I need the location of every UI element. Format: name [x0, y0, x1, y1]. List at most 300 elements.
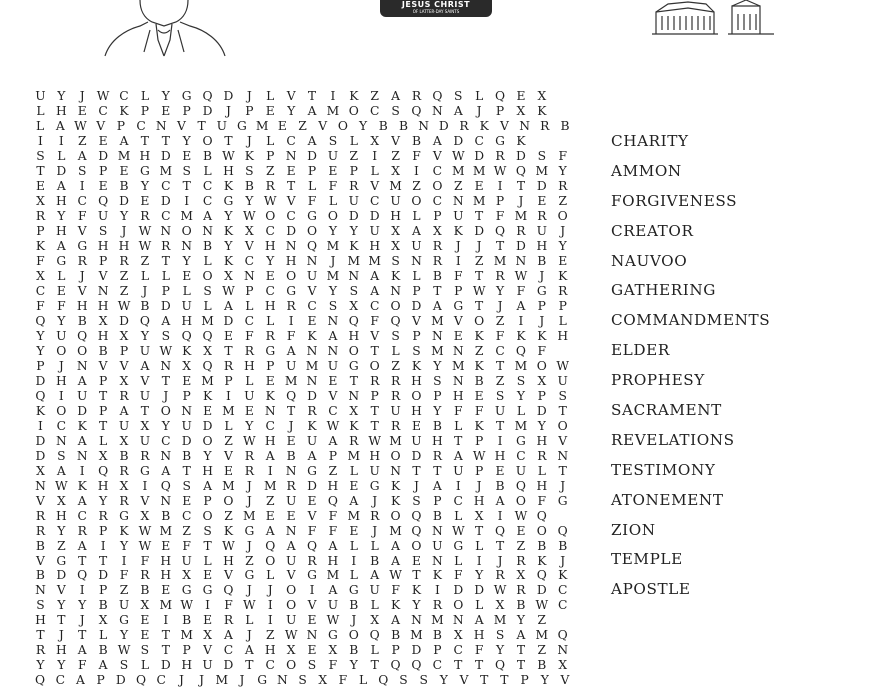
grid-letter[interactable]: S: [433, 373, 442, 388]
grid-letter[interactable]: O: [348, 628, 359, 643]
grid-letter[interactable]: P: [161, 284, 170, 299]
grid-letter[interactable]: E: [265, 373, 275, 388]
grid-letter[interactable]: M: [493, 613, 507, 628]
grid-letter[interactable]: T: [475, 269, 484, 284]
grid-letter[interactable]: O: [286, 598, 297, 613]
grid-letter[interactable]: N: [306, 373, 318, 388]
grid-letter[interactable]: P: [558, 299, 567, 314]
grid-letter[interactable]: T: [57, 613, 66, 628]
grid-letter[interactable]: Q: [306, 239, 318, 254]
grid-letter[interactable]: H: [223, 553, 234, 568]
grid-letter[interactable]: F: [495, 209, 505, 224]
grid-letter[interactable]: M: [389, 179, 402, 194]
grid-letter[interactable]: N: [76, 358, 88, 373]
grid-letter[interactable]: O: [181, 224, 192, 239]
grid-letter[interactable]: Y: [57, 598, 66, 613]
grid-letter[interactable]: Y: [182, 134, 191, 149]
grid-letter[interactable]: Z: [370, 89, 379, 104]
grid-letter[interactable]: U: [390, 403, 401, 418]
grid-letter[interactable]: D: [56, 568, 67, 583]
grid-letter[interactable]: S: [57, 448, 66, 463]
grid-letter[interactable]: D: [536, 179, 547, 194]
grid-letter[interactable]: V: [286, 194, 296, 209]
grid-letter[interactable]: C: [328, 403, 338, 418]
grid-letter[interactable]: E: [411, 553, 421, 568]
grid-letter[interactable]: K: [479, 119, 489, 134]
grid-letter[interactable]: E: [182, 493, 192, 508]
grid-letter[interactable]: P: [495, 194, 505, 209]
grid-letter[interactable]: A: [495, 493, 505, 508]
grid-letter[interactable]: C: [369, 104, 380, 119]
grid-letter[interactable]: J: [539, 269, 545, 284]
grid-letter[interactable]: V: [307, 598, 317, 613]
grid-letter[interactable]: F: [328, 508, 338, 523]
grid-letter[interactable]: A: [77, 538, 87, 553]
grid-letter[interactable]: K: [202, 388, 213, 403]
grid-letter[interactable]: M: [431, 314, 444, 329]
grid-letter[interactable]: J: [246, 134, 252, 149]
grid-letter[interactable]: J: [79, 89, 85, 104]
grid-letter[interactable]: K: [223, 224, 234, 239]
grid-letter[interactable]: Q: [515, 164, 526, 179]
grid-letter[interactable]: H: [181, 658, 193, 673]
grid-letter[interactable]: D: [115, 673, 126, 688]
grid-letter[interactable]: Z: [140, 254, 150, 269]
grid-letter[interactable]: N: [557, 448, 569, 463]
grid-letter[interactable]: E: [411, 418, 421, 433]
grid-letter[interactable]: L: [99, 628, 108, 643]
grid-letter[interactable]: H: [264, 239, 276, 254]
grid-letter[interactable]: M: [180, 628, 193, 643]
grid-letter[interactable]: M: [368, 254, 381, 269]
grid-letter[interactable]: S: [537, 149, 547, 164]
grid-letter[interactable]: S: [454, 89, 463, 104]
grid-letter[interactable]: F: [391, 583, 400, 598]
grid-letter[interactable]: C: [286, 134, 296, 149]
grid-letter[interactable]: Y: [516, 388, 525, 403]
grid-letter[interactable]: E: [286, 508, 296, 523]
grid-letter[interactable]: K: [35, 403, 46, 418]
grid-letter[interactable]: U: [327, 598, 339, 613]
grid-letter[interactable]: R: [119, 254, 129, 269]
grid-letter[interactable]: X: [98, 448, 108, 463]
grid-letter[interactable]: W: [493, 164, 507, 179]
grid-letter[interactable]: V: [560, 673, 570, 688]
grid-letter[interactable]: F: [453, 403, 463, 418]
grid-letter[interactable]: J: [476, 104, 482, 119]
grid-letter[interactable]: R: [516, 583, 526, 598]
grid-letter[interactable]: L: [203, 553, 212, 568]
grid-letter[interactable]: Q: [35, 388, 46, 403]
grid-letter[interactable]: U: [369, 583, 380, 598]
grid-letter[interactable]: R: [370, 508, 380, 523]
grid-letter[interactable]: A: [55, 119, 65, 134]
grid-letter[interactable]: G: [516, 433, 526, 448]
grid-letter[interactable]: A: [56, 179, 66, 194]
grid-letter[interactable]: W: [222, 149, 235, 164]
grid-letter[interactable]: L: [266, 89, 275, 104]
grid-letter[interactable]: N: [285, 239, 297, 254]
grid-letter[interactable]: A: [391, 538, 401, 553]
grid-letter[interactable]: C: [453, 493, 463, 508]
grid-letter[interactable]: H: [285, 254, 297, 269]
grid-letter[interactable]: T: [370, 343, 379, 358]
grid-letter[interactable]: U: [77, 388, 88, 403]
grid-letter[interactable]: E: [286, 164, 296, 179]
grid-letter[interactable]: Q: [35, 673, 46, 688]
grid-letter[interactable]: Z: [391, 358, 400, 373]
grid-letter[interactable]: S: [78, 164, 87, 179]
grid-letter[interactable]: Y: [433, 358, 442, 373]
grid-letter[interactable]: I: [226, 388, 231, 403]
grid-letter[interactable]: C: [202, 194, 213, 209]
grid-letter[interactable]: D: [119, 314, 129, 329]
grid-letter[interactable]: H: [536, 239, 548, 254]
grid-letter[interactable]: G: [257, 673, 268, 688]
grid-letter[interactable]: D: [307, 388, 317, 403]
grid-letter[interactable]: E: [265, 269, 275, 284]
grid-letter[interactable]: H: [76, 299, 88, 314]
grid-letter[interactable]: B: [182, 613, 192, 628]
grid-letter[interactable]: N: [55, 433, 67, 448]
grid-letter[interactable]: B: [35, 568, 45, 583]
grid-letter[interactable]: A: [307, 448, 317, 463]
grid-letter[interactable]: V: [176, 119, 186, 134]
grid-letter[interactable]: L: [266, 134, 275, 149]
grid-letter[interactable]: W: [243, 209, 256, 224]
grid-letter[interactable]: G: [307, 568, 317, 583]
grid-letter[interactable]: R: [77, 254, 87, 269]
grid-letter[interactable]: W: [368, 433, 382, 448]
grid-letter[interactable]: D: [453, 134, 464, 149]
grid-letter[interactable]: R: [35, 508, 46, 523]
grid-letter[interactable]: T: [161, 373, 170, 388]
grid-letter[interactable]: H: [557, 328, 569, 343]
grid-letter[interactable]: A: [370, 269, 380, 284]
grid-letter[interactable]: Q: [536, 568, 547, 583]
grid-letter[interactable]: E: [328, 164, 338, 179]
grid-letter[interactable]: U: [285, 358, 297, 373]
grid-letter[interactable]: B: [411, 134, 421, 149]
grid-letter[interactable]: T: [161, 254, 170, 269]
grid-letter[interactable]: I: [476, 553, 482, 568]
grid-letter[interactable]: R: [265, 328, 275, 343]
grid-letter[interactable]: F: [328, 658, 338, 673]
grid-letter[interactable]: Y: [140, 179, 149, 194]
grid-letter[interactable]: I: [205, 598, 210, 613]
grid-letter[interactable]: X: [36, 269, 45, 284]
grid-letter[interactable]: I: [288, 314, 294, 329]
grid-letter[interactable]: A: [516, 299, 526, 314]
grid-letter[interactable]: O: [202, 433, 213, 448]
grid-letter[interactable]: X: [370, 613, 380, 628]
grid-letter[interactable]: S: [391, 104, 400, 119]
grid-letter[interactable]: H: [327, 478, 339, 493]
grid-letter[interactable]: D: [98, 568, 109, 583]
grid-letter[interactable]: G: [139, 463, 150, 478]
grid-letter[interactable]: I: [38, 418, 43, 433]
grid-letter[interactable]: B: [537, 538, 547, 553]
grid-letter[interactable]: Y: [287, 104, 296, 119]
grid-letter[interactable]: V: [36, 493, 45, 508]
grid-letter[interactable]: R: [516, 224, 526, 239]
grid-letter[interactable]: N: [76, 448, 88, 463]
grid-letter[interactable]: B: [391, 628, 401, 643]
grid-letter[interactable]: G: [244, 523, 255, 538]
grid-letter[interactable]: N: [306, 628, 318, 643]
grid-letter[interactable]: S: [391, 328, 400, 343]
grid-letter[interactable]: R: [537, 448, 547, 463]
grid-letter[interactable]: R: [286, 478, 296, 493]
grid-letter[interactable]: Q: [77, 328, 88, 343]
grid-letter[interactable]: G: [119, 508, 129, 523]
grid-letter[interactable]: P: [98, 583, 108, 598]
grid-letter[interactable]: X: [224, 269, 233, 284]
grid-letter[interactable]: O: [411, 194, 422, 209]
grid-letter[interactable]: J: [246, 493, 252, 508]
grid-letter[interactable]: E: [140, 628, 150, 643]
grid-letter[interactable]: O: [327, 209, 338, 224]
grid-letter[interactable]: M: [472, 164, 486, 179]
grid-letter[interactable]: X: [119, 433, 129, 448]
grid-letter[interactable]: R: [119, 463, 129, 478]
grid-letter[interactable]: M: [159, 598, 173, 613]
grid-letter[interactable]: A: [370, 568, 380, 583]
grid-letter[interactable]: C: [265, 418, 275, 433]
grid-letter[interactable]: R: [244, 343, 254, 358]
grid-letter[interactable]: E: [558, 254, 568, 269]
grid-letter[interactable]: N: [160, 493, 172, 508]
grid-letter[interactable]: I: [497, 508, 503, 523]
grid-letter[interactable]: D: [202, 418, 213, 433]
grid-letter[interactable]: T: [99, 553, 108, 568]
grid-letter[interactable]: E: [98, 134, 108, 149]
grid-letter[interactable]: H: [411, 373, 422, 388]
grid-letter[interactable]: Y: [140, 328, 149, 343]
grid-letter[interactable]: O: [286, 658, 297, 673]
grid-letter[interactable]: P: [98, 164, 108, 179]
grid-letter[interactable]: U: [216, 119, 227, 134]
grid-letter[interactable]: T: [475, 523, 484, 538]
grid-letter[interactable]: B: [370, 553, 380, 568]
grid-letter[interactable]: A: [224, 628, 233, 643]
grid-letter[interactable]: Y: [36, 328, 45, 343]
grid-letter[interactable]: L: [349, 463, 358, 478]
grid-letter[interactable]: Q: [411, 104, 422, 119]
grid-letter[interactable]: N: [452, 613, 464, 628]
grid-letter[interactable]: P: [412, 328, 421, 343]
grid-letter[interactable]: E: [203, 403, 213, 418]
grid-letter[interactable]: P: [475, 463, 484, 478]
grid-letter[interactable]: S: [412, 343, 421, 358]
grid-letter[interactable]: H: [536, 433, 548, 448]
grid-letter[interactable]: L: [140, 658, 149, 673]
grid-letter[interactable]: U: [202, 658, 213, 673]
grid-letter[interactable]: Y: [57, 89, 66, 104]
grid-letter[interactable]: U: [536, 224, 547, 239]
grid-letter[interactable]: Y: [328, 284, 337, 299]
grid-letter[interactable]: R: [516, 553, 526, 568]
grid-letter[interactable]: Y: [495, 643, 505, 658]
grid-letter[interactable]: X: [182, 568, 192, 583]
grid-letter[interactable]: V: [328, 388, 338, 403]
grid-letter[interactable]: J: [79, 269, 85, 284]
grid-letter[interactable]: P: [245, 284, 254, 299]
grid-letter[interactable]: W: [451, 523, 465, 538]
grid-letter[interactable]: K: [77, 478, 87, 493]
grid-letter[interactable]: K: [223, 179, 234, 194]
grid-letter[interactable]: E: [140, 194, 150, 209]
grid-letter[interactable]: Y: [412, 598, 421, 613]
grid-letter[interactable]: S: [349, 284, 359, 299]
grid-letter[interactable]: K: [244, 149, 254, 164]
grid-letter[interactable]: Z: [119, 583, 129, 598]
grid-letter[interactable]: U: [390, 194, 401, 209]
grid-letter[interactable]: T: [475, 209, 484, 224]
grid-letter[interactable]: M: [451, 358, 465, 373]
grid-letter[interactable]: R: [558, 284, 568, 299]
grid-letter[interactable]: Y: [349, 224, 358, 239]
grid-letter[interactable]: L: [161, 269, 170, 284]
grid-letter[interactable]: S: [391, 254, 400, 269]
grid-letter[interactable]: B: [495, 478, 505, 493]
grid-letter[interactable]: E: [516, 89, 526, 104]
grid-letter[interactable]: P: [203, 493, 212, 508]
grid-letter[interactable]: T: [370, 403, 379, 418]
grid-letter[interactable]: V: [98, 358, 108, 373]
grid-letter[interactable]: H: [118, 239, 130, 254]
grid-letter[interactable]: T: [516, 643, 526, 658]
grid-letter[interactable]: H: [473, 493, 485, 508]
grid-letter[interactable]: H: [55, 194, 67, 209]
grid-letter[interactable]: E: [98, 179, 108, 194]
grid-letter[interactable]: P: [140, 104, 150, 119]
grid-letter[interactable]: X: [140, 418, 150, 433]
grid-letter[interactable]: C: [265, 284, 275, 299]
grid-letter[interactable]: F: [328, 523, 338, 538]
grid-letter[interactable]: M: [222, 478, 235, 493]
grid-letter[interactable]: U: [348, 194, 359, 209]
grid-letter[interactable]: C: [181, 508, 192, 523]
grid-letter[interactable]: U: [306, 269, 318, 284]
grid-letter[interactable]: R: [349, 433, 359, 448]
grid-letter[interactable]: O: [390, 299, 401, 314]
grid-letter[interactable]: Q: [411, 508, 422, 523]
grid-letter[interactable]: B: [203, 149, 213, 164]
grid-letter[interactable]: P: [182, 104, 191, 119]
grid-letter[interactable]: D: [411, 448, 422, 463]
grid-letter[interactable]: F: [36, 254, 45, 269]
grid-letter[interactable]: E: [265, 508, 275, 523]
grid-letter[interactable]: G: [56, 553, 67, 568]
grid-letter[interactable]: Q: [494, 658, 506, 673]
grid-letter[interactable]: R: [495, 269, 505, 284]
grid-letter[interactable]: C: [202, 179, 213, 194]
grid-letter[interactable]: Z: [558, 194, 567, 209]
grid-letter[interactable]: Z: [119, 269, 129, 284]
grid-letter[interactable]: B: [432, 418, 442, 433]
grid-letter[interactable]: P: [307, 164, 317, 179]
grid-letter[interactable]: E: [182, 269, 192, 284]
grid-letter[interactable]: P: [224, 373, 233, 388]
grid-letter[interactable]: E: [328, 373, 338, 388]
grid-letter[interactable]: S: [412, 493, 421, 508]
grid-letter[interactable]: T: [78, 553, 87, 568]
grid-letter[interactable]: B: [98, 598, 108, 613]
grid-letter[interactable]: L: [224, 418, 233, 433]
grid-letter[interactable]: S: [203, 523, 212, 538]
grid-letter[interactable]: T: [197, 119, 206, 134]
grid-letter[interactable]: V: [558, 433, 568, 448]
grid-letter[interactable]: K: [390, 478, 401, 493]
grid-letter[interactable]: D: [438, 119, 449, 134]
grid-letter[interactable]: K: [432, 568, 442, 583]
grid-letter[interactable]: A: [453, 104, 463, 119]
grid-letter[interactable]: E: [474, 388, 484, 403]
grid-letter[interactable]: Q: [98, 463, 109, 478]
grid-letter[interactable]: Y: [182, 254, 191, 269]
grid-letter[interactable]: L: [412, 269, 421, 284]
grid-letter[interactable]: U: [411, 239, 422, 254]
grid-letter[interactable]: T: [182, 179, 191, 194]
grid-letter[interactable]: K: [516, 134, 526, 149]
grid-letter[interactable]: K: [411, 583, 422, 598]
grid-letter[interactable]: N: [306, 343, 318, 358]
grid-letter[interactable]: L: [475, 598, 484, 613]
grid-letter[interactable]: M: [326, 239, 340, 254]
grid-letter[interactable]: M: [431, 613, 444, 628]
grid-letter[interactable]: H: [55, 224, 67, 239]
grid-letter[interactable]: B: [119, 448, 129, 463]
grid-letter[interactable]: U: [285, 553, 297, 568]
grid-letter[interactable]: Z: [119, 284, 129, 299]
grid-letter[interactable]: T: [36, 628, 45, 643]
grid-letter[interactable]: I: [455, 254, 461, 269]
grid-letter[interactable]: Z: [349, 149, 359, 164]
grid-letter[interactable]: J: [246, 89, 252, 104]
grid-letter[interactable]: D: [474, 224, 485, 239]
grid-letter[interactable]: C: [369, 194, 380, 209]
grid-letter[interactable]: U: [56, 328, 67, 343]
grid-letter[interactable]: O: [337, 119, 348, 134]
grid-letter[interactable]: J: [372, 523, 378, 538]
grid-letter[interactable]: X: [391, 239, 400, 254]
grid-letter[interactable]: F: [338, 673, 348, 688]
grid-letter[interactable]: Z: [516, 538, 526, 553]
grid-letter[interactable]: M: [514, 358, 528, 373]
grid-letter[interactable]: U: [369, 224, 380, 239]
grid-letter[interactable]: I: [163, 613, 169, 628]
grid-letter[interactable]: G: [536, 284, 547, 299]
grid-letter[interactable]: A: [516, 628, 526, 643]
grid-letter[interactable]: J: [267, 583, 273, 598]
grid-letter[interactable]: H: [536, 478, 548, 493]
grid-letter[interactable]: T: [99, 388, 108, 403]
grid-letter[interactable]: J: [246, 538, 252, 553]
grid-letter[interactable]: R: [390, 373, 401, 388]
grid-letter[interactable]: L: [328, 194, 337, 209]
grid-letter[interactable]: F: [370, 314, 379, 329]
grid-letter[interactable]: U: [139, 388, 151, 403]
grid-letter[interactable]: M: [263, 478, 277, 493]
grid-letter[interactable]: P: [391, 643, 400, 658]
grid-letter[interactable]: V: [36, 553, 45, 568]
grid-letter[interactable]: Q: [494, 224, 506, 239]
grid-letter[interactable]: D: [160, 658, 171, 673]
grid-letter[interactable]: R: [432, 254, 442, 269]
grid-letter[interactable]: Q: [515, 343, 526, 358]
grid-letter[interactable]: A: [391, 613, 401, 628]
